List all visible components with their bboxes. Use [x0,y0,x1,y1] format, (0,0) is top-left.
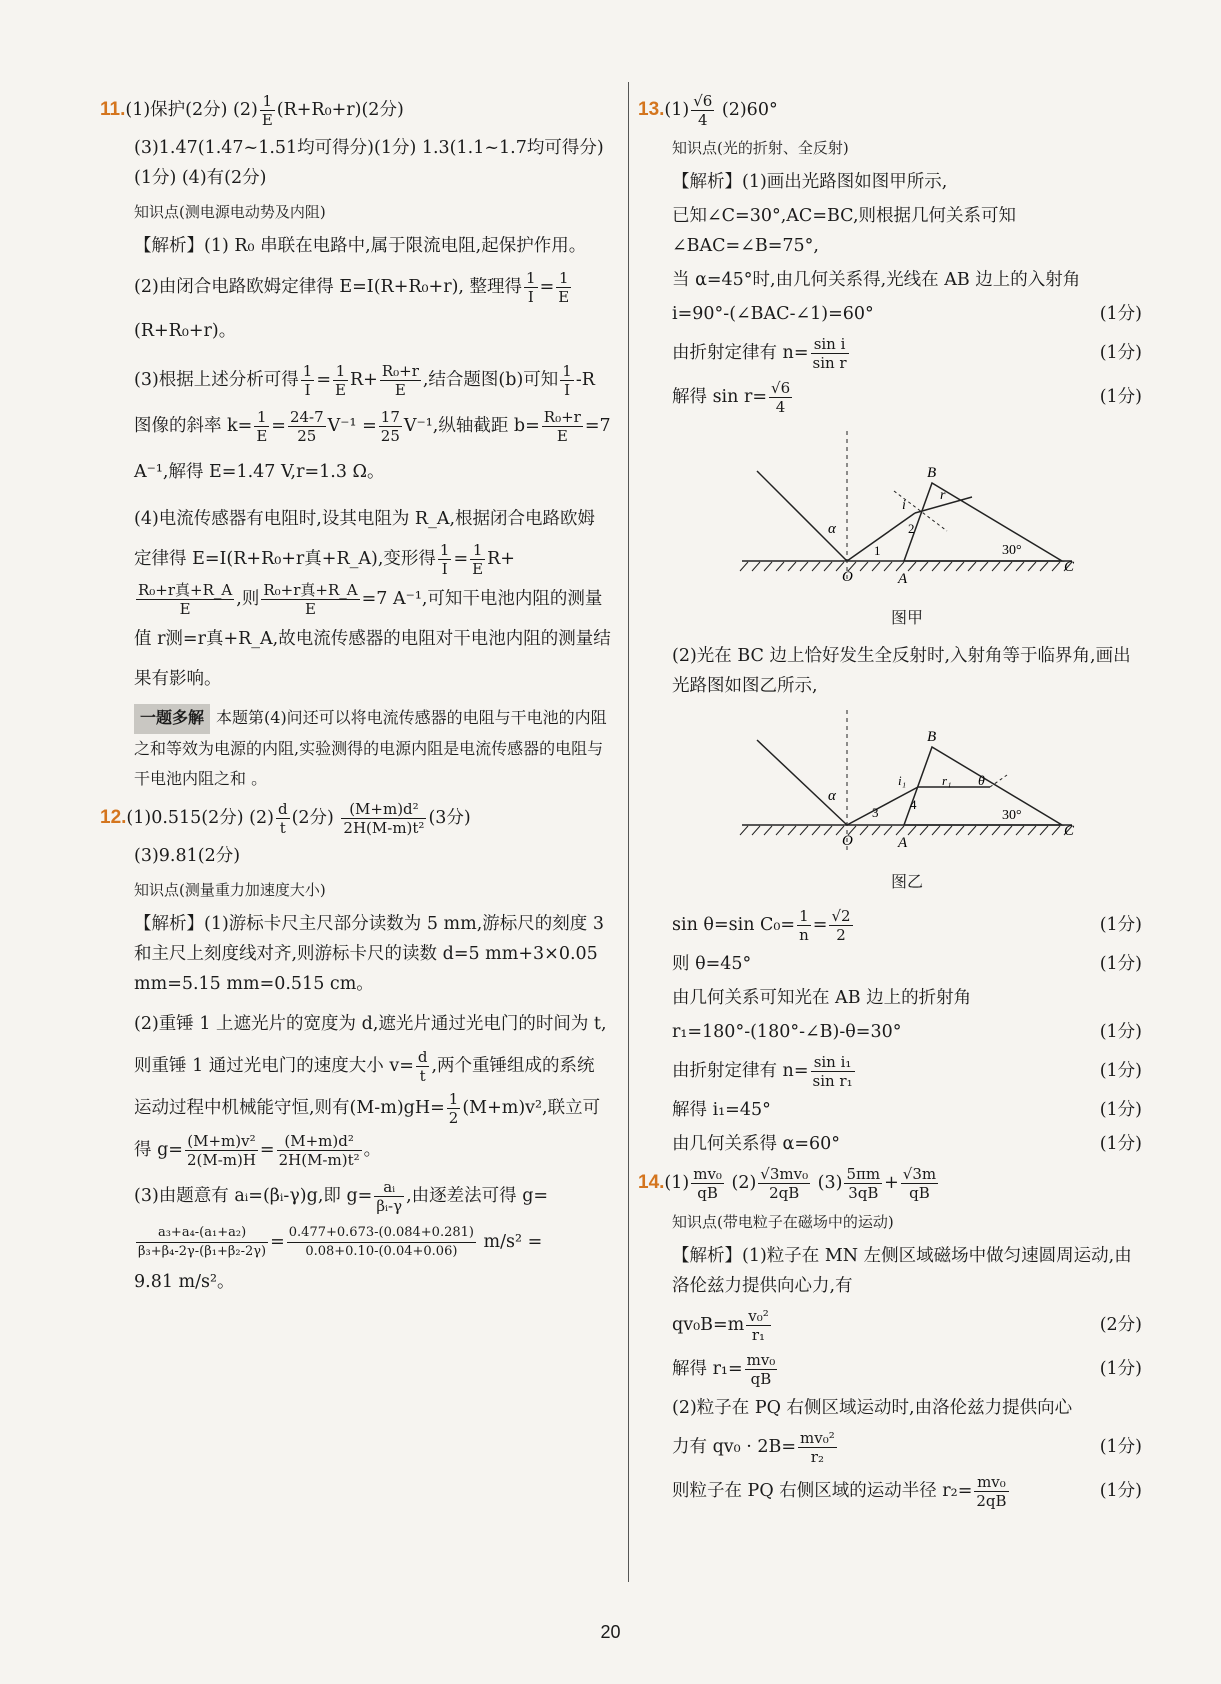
svg-text:C: C [1064,823,1075,839]
svg-text:α: α [828,521,836,537]
svg-text:i: i [902,498,906,513]
figure-a-diagram [672,421,1142,591]
bc-normal [990,775,1007,787]
ground-hatching [740,826,1072,835]
svg-text:O: O [842,569,853,585]
figure-b-caption: 图乙 [890,872,923,891]
left-column [100,88,612,1301]
question-number: 13. [638,99,665,120]
svg-text:1: 1 [874,543,881,558]
knowledge-point: 知识点(带电粒子在磁场中的运动) [672,1213,894,1231]
alternative-solution: 一题多解 本题第(4)问还可以将电流传感器的电阻与干电池的内阻之和等效为电源的内阻,实验测得的电源内阻是电流传感器的电阻与干电池内阻之和 。 [134,703,612,794]
knowledge-point: 知识点(光的折射、全反射) [672,139,849,157]
svg-text:O: O [842,833,853,849]
figure-b-diagram [672,705,1142,855]
knowledge-point: 知识点(测电源电动势及内阻) [134,203,326,221]
reflected-ray [847,787,918,825]
svg-text:30°: 30° [1002,808,1022,823]
question-number: 14. [638,1172,665,1193]
figure-a-caption: 图甲 [890,608,923,627]
svg-text:A: A [898,571,908,587]
svg-text:B: B [927,729,937,745]
svg-text:4: 4 [910,797,917,812]
right-column [638,88,1142,1515]
fraction: $\frac{1}{E}$ [261,92,273,129]
svg-text:2: 2 [908,521,915,536]
question-13: 13.(1) $\frac{√6}{4}$ (2)60° 知识点(光的折射、全反射) 【解析】(1)画出光路图如图甲所示, 已知∠C=30°,AC=BC,则根据几何关系可知∠BAC=∠B=75°, 当 α=45°时,由几何关系得,光线在 AB 边上的入射角 i=90°-(∠BAC-∠1)=60° (1分) 由折射定律有 n= $\frac{\text{sin i}}{\text{sin r}}$ (1分) 解得 sin r= $\frac{√6}{4}$ (1分) O A B C α i r 1 2 30° 图甲 (2)光在 BC 边上恰好发生全反射时,入射角等于临界角,画出光路图如图乙所示, O A B C α i₁ r₁ θ 3 4 30° 图乙 sin θ=sin C₀= $\frac{1}{n}$ = $\frac{√2}{2}$ (1分) 则 θ=45° (1分) 由几何关系可知光在 AB 边上的折射角 r₁=180°-(180°-∠B)-θ=30° (1分) 由折射定律有 n= $\frac{\text{sin i₁}}{\text{sin r₁}}$ (1分) 解得 i₁=45° (1分) 由几何关系得 α=60° (1分) [638,92,1142,1154]
svg-text:3: 3 [872,805,879,820]
reflected-ray [847,513,915,561]
svg-text:i₁: i₁ [898,773,907,788]
question-12: 12.(1)0.515(2分) (2) $\frac{d}{t}$ (2分) $\frac{\text{(M+m)d²}}{\text{2H(M-m)t²}}$ (3分) (3)9.81(2分) 知识点(测量重力加速度大小) 【解析】(1)游标卡尺主尺部分读数为 5 mm,游标尺的刻度 3 和主尺上刻度线对齐,则游标卡尺的读数 d=5 mm+3×0.05 mm=5.15 mm=0.515 cm。 (2)重锤 1 上遮光片的宽度为 d,遮光片通过光电门的时间为 t,则重锤 1 通过光电门的速度大小 v= $\frac{d}{t}$ ,两个重锤组成的系统运动过程中机械能守恒,则有(M-m)gH= $\frac{1}{2}$ (M+m)v²,联立可得 g= $\frac{\text{(M+m)v²}}{2(M-m)H}$ = $\frac{\text{(M+m)d²}}{\text{2H(M-m)t²}}$ 。 (3)由题意有 aᵢ=(βᵢ-γ)g,即 g= $\frac{\text{aᵢ}}{\text{βᵢ-γ}}$ ,由逐差法可得 g= $\frac{\text{a₃+a₄-(a₁+a₂)}}{\text{β₃+β₄-2γ-(β₁+β₂-2γ)}}$ = $\frac{0.477+0.673-(0.084+0.281)}{0.08+0.10-(0.04+0.06)}$ m/s² = 9.81 m/s²。 [134,800,612,1297]
question-11: 11.(1)保护(2分) (2) $\frac{1}{E}$ (R+R₀+r)(2分) (3)1.47(1.47~1.51均可得分)(1分) 1.3(1.1~1.7均可得分)(1分) (4)有(2分) 知识点(测电源电动势及内阻) 【解析】(1) R₀ 串联在电路中,属于限流电阻,起保护作用。 (2)由闭合电路欧姆定律得 E=I(R+R₀+r), 整理得 $\frac{1}{I}$ = $\frac{1}{E}$ (R+R₀+r)。 (3)根据上述分析可得 $\frac{1}{I}$ = $\frac{1}{E}$ R+ $\frac{\text{R₀+r}}{E}$ ,结合题图(b)可知 $\frac{1}{I}$ -R 图像的斜率 k= $\frac{1}{E}$ = $\frac{24-7}{25}$ V⁻¹ = $\frac{17}{25}$ V⁻¹,纵轴截距 b= $\frac{\text{R₀+r}}{E}$ =7 A⁻¹,解得 E=1.47 V,r=1.3 Ω。 (4)电流传感器有电阻时,设其电阻为 R_A,根据闭合电路欧姆定律得 E=I(R+R₀+r真+R_A),变形得 $\frac{1}{I}$ = $\frac{1}{E}$ R+ $\frac{\text{R₀+r真+R\_A}}{E}$ ,则 $\frac{\text{R₀+r真+R\_A}}{E}$ =7 A⁻¹,可知干电池内阻的测量值 r测=r真+R_A,故电流传感器的电阻对干电池内阻的测量结果有影响。 一题多解 本题第(4)问还可以将电流传感器的电阻与干电池的内阻之和等效为电源的内阻,实验测得的电源内阻是电流传感器的电阻与干电池内阻之和 。 [134,92,612,794]
alternative-solution-label: 一题多解 [134,704,210,734]
question-14: 14.(1) $\frac{\text{mv₀}}{qB}$ (2) $\frac{\text{√3mv₀}}{2qB}$ (3) $\frac{5\pi m}{3qB}$ + $\frac{√3m}{qB}$ 知识点(带电粒子在磁场中的运动) 【解析】(1)粒子在 MN 左侧区域磁场中做匀速圆周运动,由洛伦兹力提供向心力,有 qv₀B=m $\frac{\text{v₀²}}{\text{r₁}}$ (2分) 解得 r₁= $\frac{\text{mv₀}}{qB}$ (1分) (2)粒子在 PQ 右侧区域运动时,由洛伦兹力提供向心 力有 qv₀ · 2B= $\frac{\text{mv₀²}}{\text{r₂}}$ (1分) 则粒子在 PQ 右侧区域的运动半径 r₂= $\frac{\text{mv₀}}{2qB}$ (1分) [638,1165,1142,1510]
question-number: 12. [100,807,127,828]
ground-hatching [740,562,1072,571]
svg-text:C: C [1064,559,1075,575]
svg-text:A: A [898,835,908,851]
svg-text:30°: 30° [1002,543,1022,558]
knowledge-point: 知识点(测量重力加速度大小) [134,881,326,899]
svg-text:θ: θ [978,774,985,789]
svg-text:α: α [828,788,836,804]
prism [904,483,1062,561]
question-number: 11. [100,99,126,120]
svg-text:B: B [927,465,937,481]
svg-text:r₁: r₁ [942,773,952,788]
incident-ray [757,471,847,561]
svg-text:r: r [940,488,946,503]
page-number: 20 [600,1622,621,1642]
column-divider [628,82,629,1582]
incident-ray [757,740,847,825]
